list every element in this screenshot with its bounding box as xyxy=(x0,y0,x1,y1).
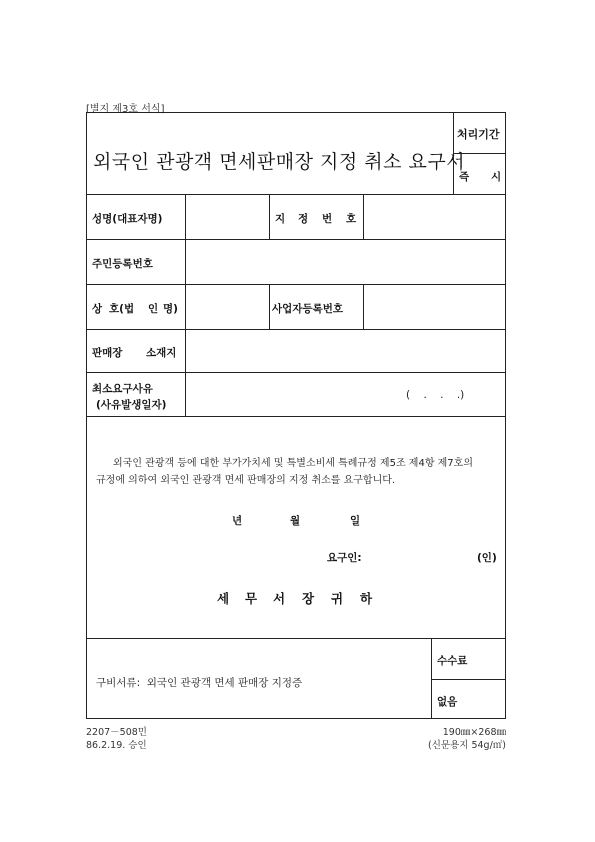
processing-value-char-2: 시 xyxy=(491,171,502,183)
trade-name-char-2: 호(법 xyxy=(109,303,135,315)
grid-line xyxy=(87,372,506,373)
grid-line xyxy=(185,194,186,416)
designation-number-char-2: 정 xyxy=(298,213,309,225)
store-location-char-1: 판매장 xyxy=(92,347,123,359)
designation-number-char-3: 번 xyxy=(322,213,333,225)
grid-line xyxy=(363,284,364,329)
grid-line xyxy=(87,239,506,240)
grid-line xyxy=(87,284,506,285)
required-documents-text: 구비서류: 외국인 관광객 면세 판매장 지정증 xyxy=(96,677,303,689)
fee-value: 없음 xyxy=(437,696,458,708)
form-number-label: [별지 제3호 서식] xyxy=(86,104,165,115)
tax-office-char-1: 세 xyxy=(217,591,230,606)
occurrence-date-label: (사유발생일자) xyxy=(96,399,167,411)
tax-office-char-2: 무 xyxy=(245,591,258,606)
form-frame xyxy=(86,112,506,719)
grid-line xyxy=(87,329,506,330)
request-paragraph-line1: 외국인 관광객 등에 대한 부가가치세 및 특별소비세 특례규정 제5조 제4항 제7호의 xyxy=(113,458,473,469)
fee-label: 수수료 xyxy=(437,655,468,667)
processing-period-header: 처리기간 xyxy=(457,128,500,141)
tax-office-char-5: 귀 xyxy=(331,591,344,606)
tax-office-char-6: 하 xyxy=(360,591,373,606)
business-registration-label: 사업자등록번호 xyxy=(272,303,344,315)
grid-line xyxy=(87,638,506,639)
tax-office-char-4: 장 xyxy=(302,591,315,606)
seal-label: (인) xyxy=(477,552,497,564)
occurrence-date-placeholder: ( . . .) xyxy=(406,389,465,401)
tax-office-char-3: 서 xyxy=(273,591,286,606)
grid-line xyxy=(431,679,506,680)
form-code: 2207－508민 xyxy=(86,727,147,738)
processing-value-char-1: 즉 xyxy=(459,171,470,183)
date-day-label: 일 xyxy=(350,515,361,527)
grid-line xyxy=(269,194,270,239)
requester-label: 요구인: xyxy=(327,552,362,564)
resident-number-label: 주민등록번호 xyxy=(92,258,153,270)
grid-line xyxy=(269,284,270,329)
designation-number-char-1: 지 xyxy=(275,213,286,225)
trade-name-char-1: 상 xyxy=(92,303,103,315)
paper-size: 190㎜×268㎜ xyxy=(442,727,506,738)
grid-line xyxy=(363,194,364,239)
approval-date: 86.2.19. 승인 xyxy=(86,740,147,751)
paper-spec: (신문용지 54g/㎡) xyxy=(428,740,506,751)
store-location-char-2: 소재지 xyxy=(146,347,177,359)
grid-line xyxy=(87,194,506,195)
processing-midline xyxy=(453,153,506,154)
date-month-label: 월 xyxy=(290,515,301,527)
request-paragraph-line2: 규정에 의하여 외국인 관광객 면세 판매장의 지정 취소를 요구합니다. xyxy=(96,475,396,486)
name-label: 성명(대표자명) xyxy=(92,213,163,225)
form-title: 외국인 관광객 면세판매장 지정 취소 요구서 xyxy=(93,151,466,173)
grid-line xyxy=(87,416,506,417)
date-year-label: 년 xyxy=(232,515,243,527)
trade-name-char-3: 인 xyxy=(148,303,159,315)
designation-number-char-4: 호 xyxy=(346,213,357,225)
trade-name-char-4: 명) xyxy=(163,303,178,315)
cancel-reason-label: 최소요구사유 xyxy=(92,383,153,395)
